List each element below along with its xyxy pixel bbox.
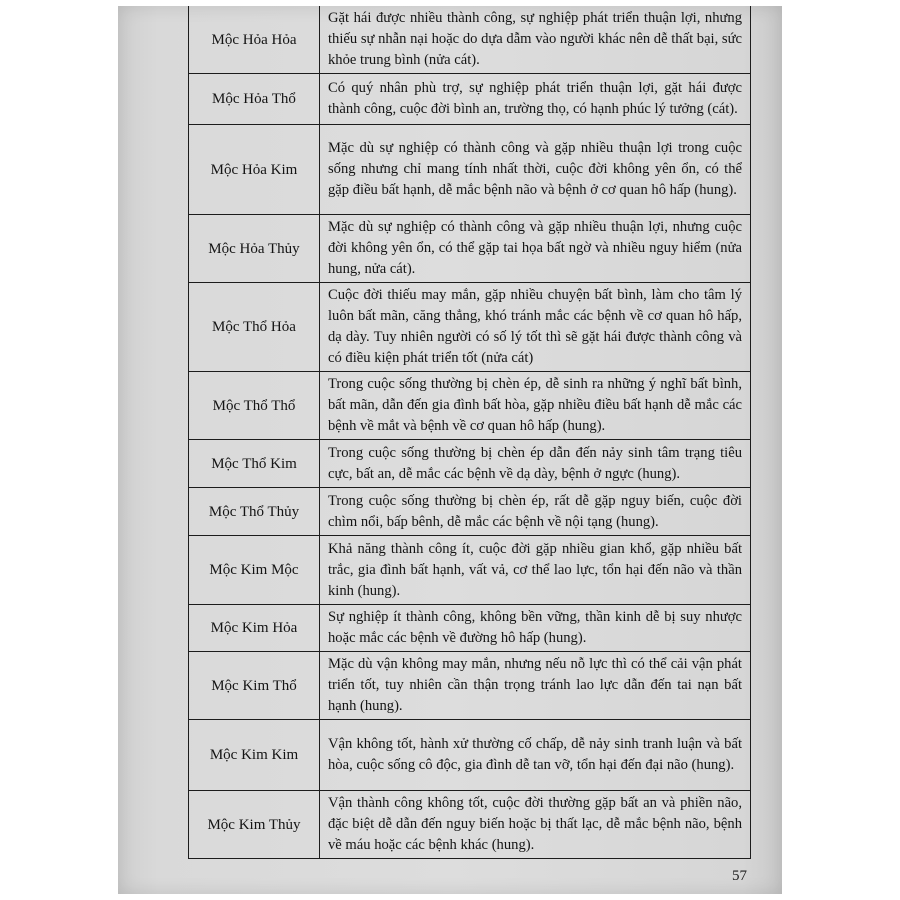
combination-description: Sự nghiệp ít thành công, không bền vững, thần kinh dễ bị suy nhược hoặc mắc các bệnh về đường hô hấp (hung). [320,605,751,652]
element-combination: Mộc Hỏa Thủy [189,215,320,283]
book-page [118,6,782,894]
element-combination: Mộc Thổ Thổ [189,372,320,440]
combination-description: Trong cuộc sống thường bị chèn ép, dễ sinh ra những ý nghĩ bất bình, bất mãn, dẫn đến gia đình bất hòa, gặp nhiều điều bất hạnh dễ mắc các bệnh về mắt và bệnh về cơ quan hô hấp (hung). [320,372,751,440]
table-row [189,652,751,720]
combination-description: Vận thành công không tốt, cuộc đời thường gặp bất an và phiền não, đặc biệt dễ dẫn đến nguy biến hoặc bị thất lạc, dễ mắc bệnh não, bệnh về máu hoặc các bệnh khác (hung). [320,791,751,859]
combination-description: Mặc dù sự nghiệp có thành công và gặp nhiều thuận lợi trong cuộc sống nhưng chỉ mang tính nhất thời, cuộc đời không yên ổn, có thể gặp điều bất hạnh, dễ mắc bệnh não và bệnh ở cơ quan hô hấp (hung). [320,125,751,215]
table-row [189,125,751,215]
combination-description: Có quý nhân phù trợ, sự nghiệp phát triển thuận lợi, gặt hái được thành công, cuộc đời bình an, trường thọ, có hạnh phúc lý tưởng (cát). [320,74,751,125]
element-combination: Mộc Hỏa Thổ [189,74,320,125]
element-combination: Mộc Hỏa Hỏa [189,6,320,74]
table-row [189,6,751,74]
table-row [189,605,751,652]
table-row [189,283,751,372]
element-combination: Mộc Thổ Thủy [189,488,320,536]
element-combination: Mộc Kim Mộc [189,536,320,605]
name-meaning-table [188,6,751,859]
element-combination: Mộc Kim Kim [189,720,320,791]
element-combination: Mộc Hỏa Kim [189,125,320,215]
combination-description: Mặc dù vận không may mắn, nhưng nếu nỗ lực thì có thể cải vận phát triển tốt, tuy nhiên cần thận trọng tránh lao lực dẫn đến tai nạn bất hạnh (hung). [320,652,751,720]
combination-description: Cuộc đời thiếu may mắn, gặp nhiều chuyện bất bình, làm cho tâm lý luôn bất mãn, căng thẳng, khó tránh mắc các bệnh về cơ quan hô hấp, dạ dày. Tuy nhiên người có số lý tốt thì sẽ gặt hái được thành công và có điều kiện phát triển tốt (nửa cát) [320,283,751,372]
name-meaning-table-wrap [188,6,750,859]
table-row [189,536,751,605]
table-row [189,791,751,859]
table-row [189,215,751,283]
table-row [189,372,751,440]
page-number: 57 [732,868,747,884]
table-row [189,440,751,488]
element-combination: Mộc Thổ Kim [189,440,320,488]
element-combination: Mộc Kim Thủy [189,791,320,859]
combination-description: Khả năng thành công ít, cuộc đời gặp nhiều gian khổ, gặp nhiều bất trắc, gia đình bất hạnh, vất vả, cơ thể lao lực, tổn hại đến não và thần kinh (hung). [320,536,751,605]
table-row [189,74,751,125]
combination-description: Mặc dù sự nghiệp có thành công và gặp nhiều thuận lợi, nhưng cuộc đời không yên ổn, có thể gặp tai họa bất ngờ và nhiều nguy hiểm (nửa hung, nửa cát). [320,215,751,283]
element-combination: Mộc Kim Thổ [189,652,320,720]
element-combination: Mộc Thổ Hỏa [189,283,320,372]
table-row [189,488,751,536]
table-row [189,720,751,791]
combination-description: Vận không tốt, hành xử thường cố chấp, dễ nảy sinh tranh luận và bất hòa, cuộc sống cô độc, gia đình dễ tan vỡ, tổn hại đến đại não (hung). [320,720,751,791]
combination-description: Gặt hái được nhiều thành công, sự nghiệp phát triển thuận lợi, nhưng thiếu sự nhẫn nại hoặc do dựa dẫm vào người khác nên dễ thất bại, sức khỏe trung bình (nửa cát). [320,6,751,74]
combination-description: Trong cuộc sống thường bị chèn ép, rất dễ gặp nguy biến, cuộc đời chìm nổi, bấp bênh, dễ mắc các bệnh về nội tạng (hung). [320,488,751,536]
combination-description: Trong cuộc sống thường bị chèn ép dẫn đến nảy sinh tâm trạng tiêu cực, bất an, dễ mắc các bệnh về dạ dày, bệnh ở ngực (hung). [320,440,751,488]
element-combination: Mộc Kim Hỏa [189,605,320,652]
